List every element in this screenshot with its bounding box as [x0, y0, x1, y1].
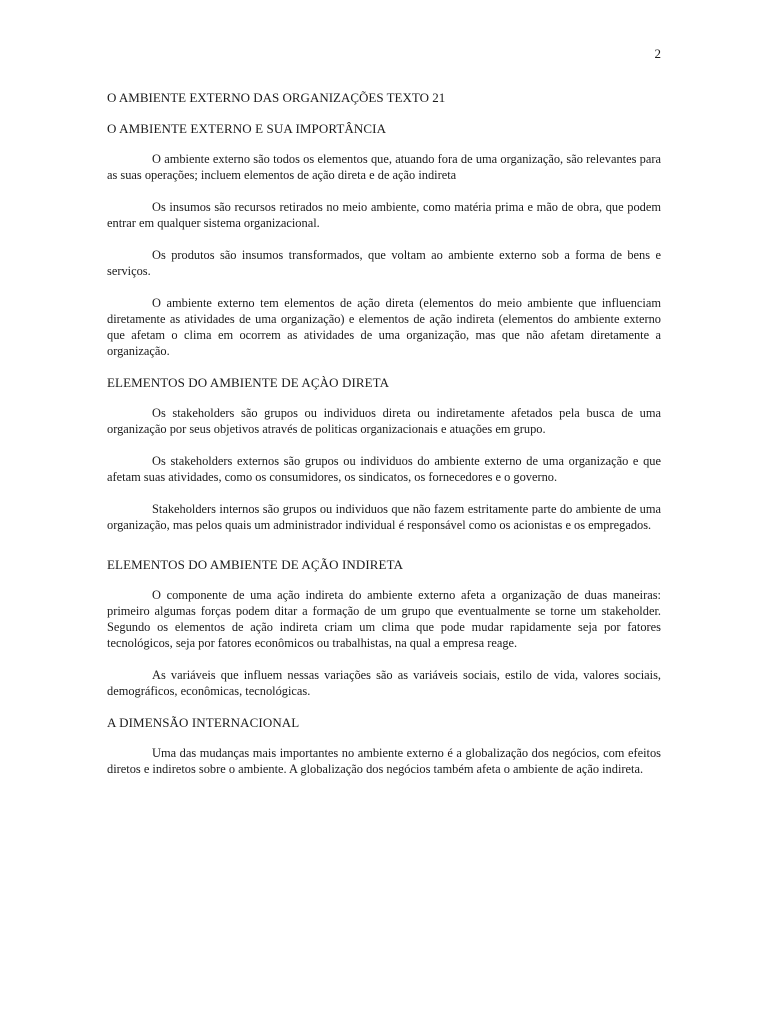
paragraph: O componente de uma ação indireta do ambiente externo afeta a organização de duas maneiras: primeiro algumas forças podem ditar a formação de um grupo que eventualmente se torne um stakeholder. Segundo os elementos de ação indireta criam um clima que pode mudar rapidamente seja por fatores tecnológicos, seja por fatores econômicos ou trabalhistas, na qual a empresa reage.	[107, 588, 661, 650]
section-indirect-action	[107, 557, 661, 699]
section-heading: A DIMENSÃO INTERNACIONAL	[107, 715, 300, 730]
section-heading: ELEMENTOS DO AMBIENTE DE AÇÀO DIRETA	[107, 375, 390, 390]
section-international	[107, 715, 661, 777]
page-number: 2	[654, 46, 661, 61]
section-direct-action	[107, 375, 661, 533]
paragraph: As variáveis que influem nessas variações são as variáveis sociais, estilo de vida, valores sociais, demográficos, econômicas, tecnológicas.	[107, 668, 661, 698]
section-heading: ELEMENTOS DO AMBIENTE DE AÇÃO INDIRETA	[107, 557, 404, 572]
paragraph: Os insumos são recursos retirados no meio ambiente, como matéria prima e mão de obra, que podem entrar em qualquer sistema organizacional.	[107, 200, 661, 230]
paragraph: O ambiente externo tem elementos de ação direta (elementos do meio ambiente que influenciam diretamente as atividades de uma organização) e elementos de ação indireta (elementos do ambiente externo que afetam o clima em ocorrem as atividades de uma organização, mas que não afetam diretamente a organização.	[107, 296, 661, 358]
paragraph: Stakeholders internos são grupos ou individuos que não fazem estritamente parte do ambiente de uma organização, mas pelos quais um administrador individual é responsável como os acionistas e os empregados.	[107, 502, 661, 532]
section-heading: O AMBIENTE EXTERNO E SUA IMPORTÂNCIA	[107, 121, 387, 136]
paragraph: Os stakeholders externos são grupos ou individuos do ambiente externo de uma organização e que afetam suas atividades, como os consumidores, os sindicatos, os fornecedores e o governo.	[107, 454, 661, 484]
document-body	[107, 121, 661, 793]
paragraph: Os produtos são insumos transformados, que voltam ao ambiente externo sob a forma de bens e serviços.	[107, 248, 661, 278]
document-title: O AMBIENTE EXTERNO DAS ORGANIZAÇÕES TEXTO 21	[107, 90, 446, 105]
section-importance	[107, 121, 661, 359]
paragraph: Os stakeholders são grupos ou individuos direta ou indiretamente afetados pela busca de uma organização por seus objetivos através de politicas organizacionais e atuações em grupo.	[107, 406, 661, 436]
paragraph: O ambiente externo são todos os elementos que, atuando fora de uma organização, são relevantes para as suas operações; incluem elementos de ação direta e de ação indireta	[107, 152, 661, 182]
paragraph: Uma das mudanças mais importantes no ambiente externo é a globalização dos negócios, com efeitos diretos e indiretos sobre o ambiente. A globalização dos negócios também afeta o ambiente de ação indireta.	[107, 746, 661, 776]
